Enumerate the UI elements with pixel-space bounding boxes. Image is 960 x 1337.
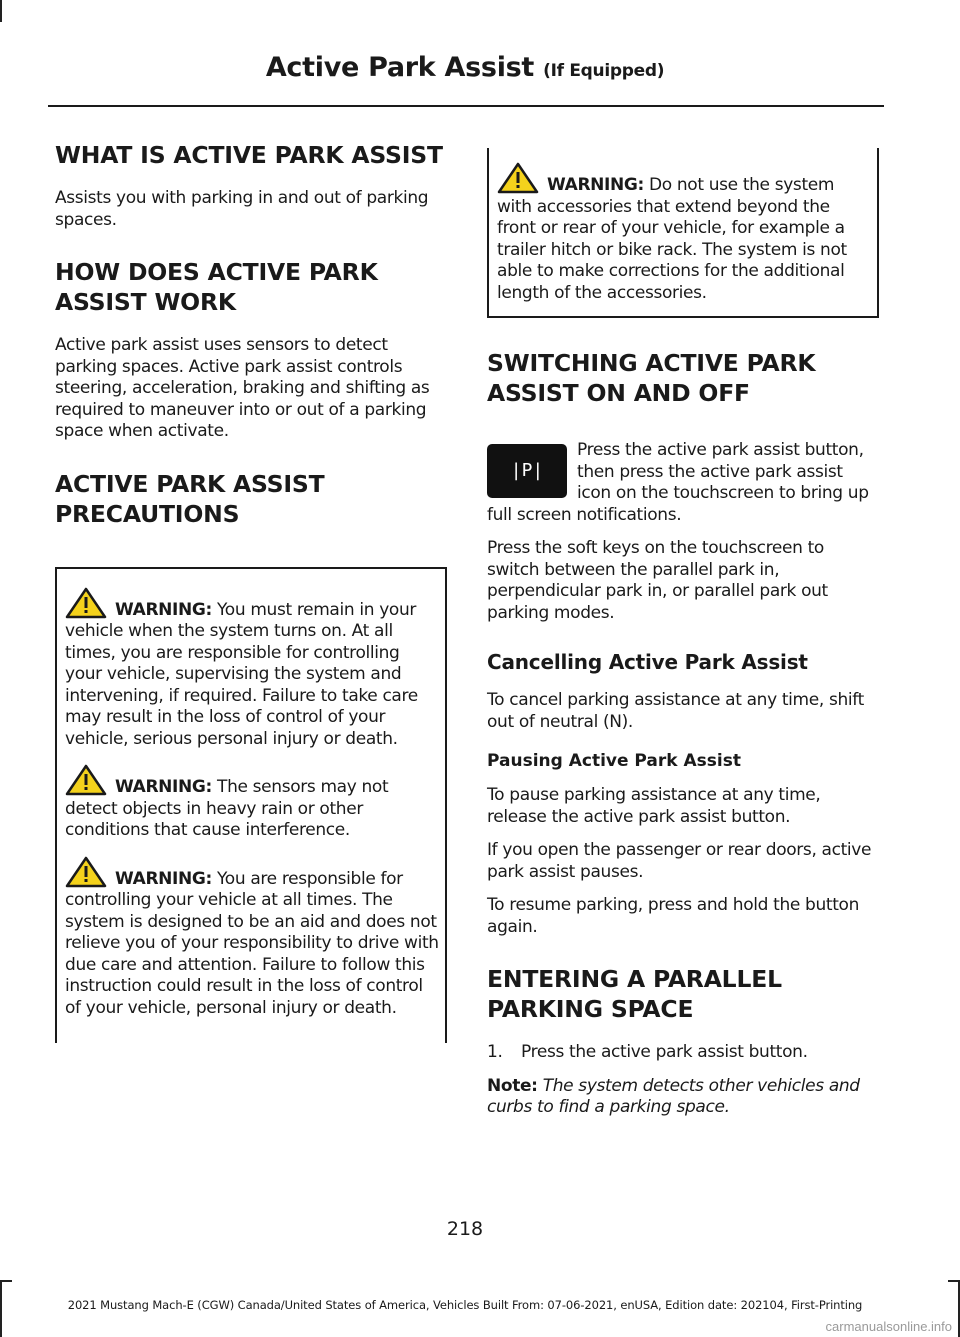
para-what-is: Assists you with parking in and out of parking spaces. bbox=[55, 188, 429, 230]
note-text: The system detects other vehicles and curbs to find a parking space. bbox=[487, 1075, 860, 1117]
heading-how-works: HOW DOES ACTIVE PARK ASSIST WORK bbox=[55, 258, 378, 316]
header-suffix: (If Equipped) bbox=[543, 61, 665, 81]
warning-label: WARNING: bbox=[115, 868, 212, 889]
step-number: 1. bbox=[487, 1042, 503, 1062]
para-switch-1: Press the active park assist button, then press the active park assist icon on the touchscreen to bring up full screen notifications. bbox=[487, 440, 869, 525]
para-pause-2: If you open the passenger or rear doors, active park assist pauses. bbox=[487, 840, 872, 882]
heading-pausing: Pausing Active Park Assist bbox=[487, 751, 741, 771]
step-item bbox=[487, 1042, 879, 1076]
page-header bbox=[0, 52, 930, 83]
header-rule bbox=[48, 105, 884, 107]
para-switch-2: Press the soft keys on the touchscreen to switch between the parallel park in, perpendicular park in, or parallel park out parking modes. bbox=[487, 538, 828, 623]
heading-switching: SWITCHING ACTIVE PARK ASSIST ON AND OFF bbox=[487, 349, 816, 407]
para-pause-1: To pause parking assistance at any time, release the active park assist button. bbox=[487, 785, 821, 827]
para-cancel: To cancel parking assistance at any time, shift out of neutral (N). bbox=[487, 690, 864, 732]
heading-what-is: WHAT IS ACTIVE PARK ASSIST bbox=[55, 141, 443, 169]
warning-text: You are responsible for controlling your vehicle at all times. The system is designed to be an aid and does not relieve you of your responsibility to drive with due care and attention. Failure to follow this instruction could result in the loss of control of your vehicle, personal injury or death. bbox=[65, 868, 439, 1018]
left-column bbox=[55, 140, 447, 1043]
warning-label: WARNING: bbox=[547, 175, 644, 195]
step-text: Press the active park assist button. bbox=[521, 1042, 808, 1062]
warning-triangle-icon bbox=[497, 162, 543, 194]
right-column bbox=[487, 148, 879, 1131]
heading-entering: ENTERING A PARALLEL PARKING SPACE bbox=[487, 965, 782, 1023]
warning-text: The sensors may not detect objects in heavy rain or other conditions that cause interference. bbox=[65, 777, 389, 840]
warning-box bbox=[487, 148, 879, 318]
warning-item bbox=[65, 856, 439, 1020]
crop-mark bbox=[0, 1280, 12, 1282]
warning-text: You must remain in your vehicle when the system turns on. At all times, you are responsible for controlling your vehicle, supervising the system and intervening, if required. Failure to take care may result in the loss of control of your vehicle, serious personal injury or death. bbox=[65, 599, 418, 749]
heading-precautions: ACTIVE PARK ASSIST PRECAUTIONS bbox=[55, 469, 325, 528]
note-label: Note: bbox=[487, 1075, 538, 1096]
warning-text: Do not use the system with accessories that extend beyond the front or rear of your vehicle, for example a trailer hitch or bike rack. The system is not able to make corrections for the additional length of the accessories. bbox=[497, 175, 847, 303]
warning-item bbox=[65, 764, 439, 842]
warning-triangle-icon bbox=[65, 856, 111, 888]
header-title: Active Park Assist bbox=[265, 52, 535, 83]
watermark: carmanualsonline.info bbox=[825, 1319, 952, 1334]
warning-label: WARNING: bbox=[115, 777, 212, 797]
page-number: 218 bbox=[446, 1218, 484, 1240]
switch-instructions bbox=[487, 440, 879, 538]
footer-edition: 2021 Mustang Mach-E (CGW) Canada/United States of America, Vehicles Built From: 07-06-2021, enUSA, Edition date: 202104, First-Printing bbox=[67, 1298, 863, 1312]
warning-label: WARNING: bbox=[115, 599, 212, 620]
crop-mark bbox=[0, 0, 2, 22]
warning-item bbox=[497, 162, 871, 304]
warning-box bbox=[55, 567, 447, 1044]
para-how-works: Active park assist uses sensors to detect parking spaces. Active park assist controls steering, acceleration, braking and shifting as required to maneuver into or out of a parking space when activate. bbox=[55, 335, 430, 441]
note bbox=[487, 1076, 879, 1119]
para-pause-3: To resume parking, press and hold the button again. bbox=[487, 895, 860, 937]
warning-triangle-icon bbox=[65, 764, 111, 796]
heading-cancelling: Cancelling Active Park Assist bbox=[487, 650, 808, 674]
park-assist-button-icon: |P| bbox=[487, 444, 567, 498]
warning-triangle-icon bbox=[65, 587, 111, 619]
warning-item bbox=[65, 587, 439, 751]
